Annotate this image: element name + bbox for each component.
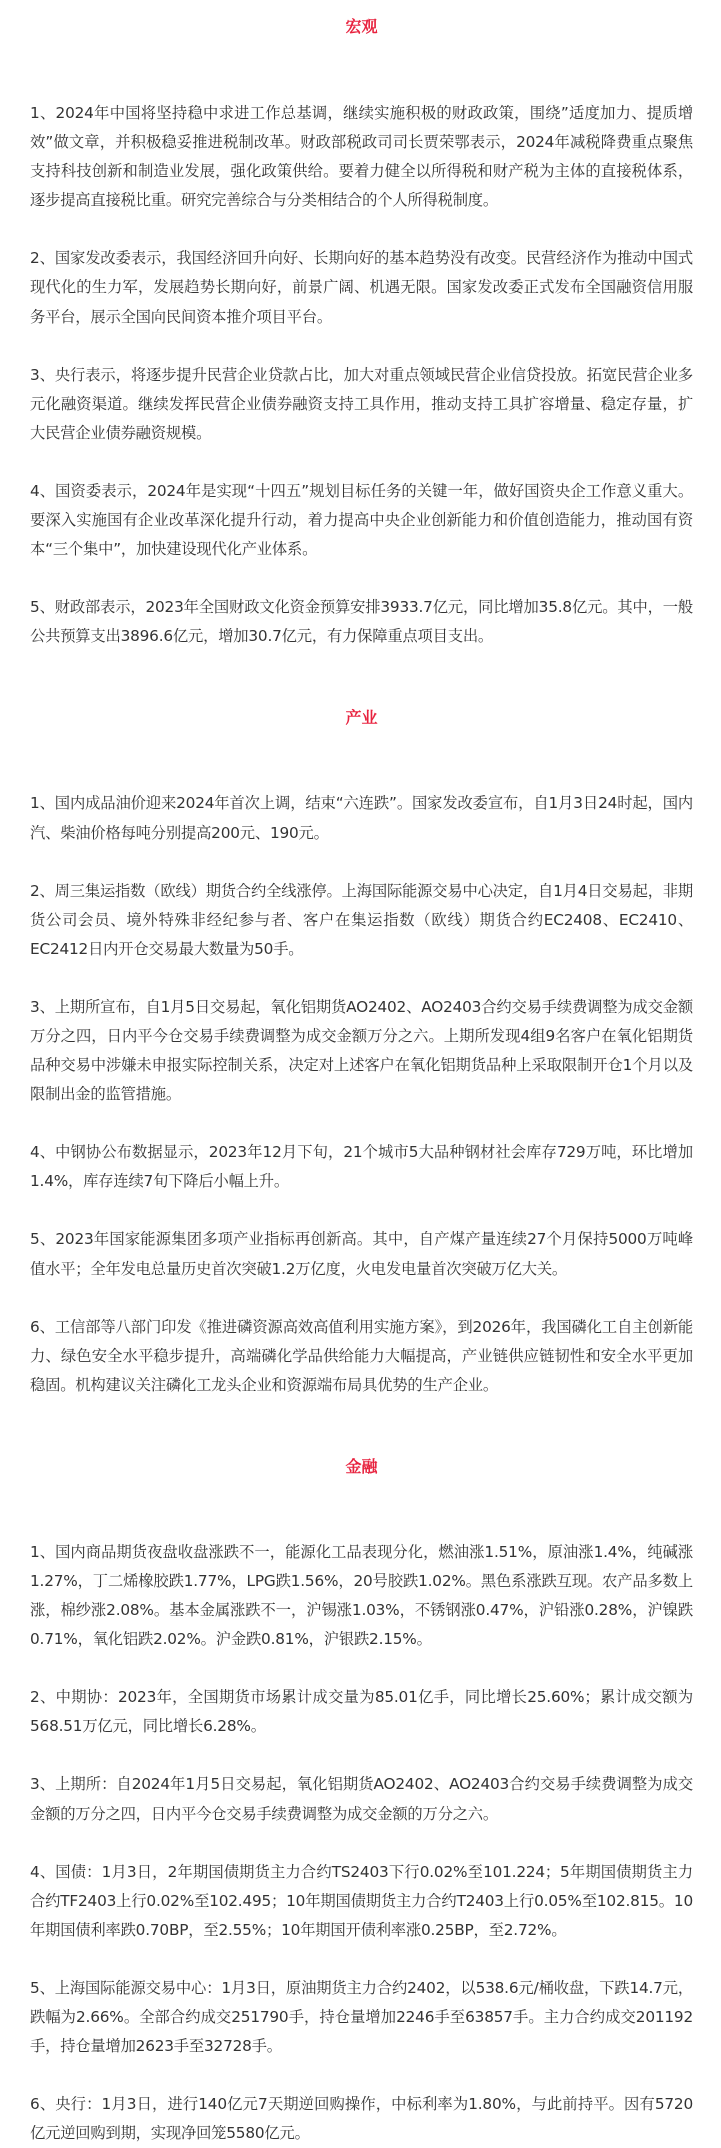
news-item: 3、央行表示，将逐步提升民营企业贷款占比，加大对重点领域民营企业信贷投放。拓宽民营企业多元化融资渠道。继续发挥民营企业债券融资支持工具作用，推动支持工具扩容增量、稳定存量，扩大民营企业债券融资规模。 — [30, 365, 693, 442]
news-item: 4、国债：1月3日，2年期国债期货主力合约TS2403下行0.02%至101.224；5年期国债期货主力合约TF2403上行0.02%至102.495；10年期国债期货主力合约T2403上行0.05%至102.815。10年期国债利率跌0.70BP，至2.55%；10年期国开债利率涨0.25BP，至2.72%。 — [30, 1862, 693, 1939]
news-item: 5、2023年国家能源集团多项产业指标再创新高。其中，自产煤产量连续27个月保持5000万吨峰值水平；全年发电总量历史首次突破1.2万亿度，火电发电量首次突破万亿大关。 — [30, 1230, 693, 1278]
news-item: 2、中期协：2023年，全国期货市场累计成交量为85.01亿手，同比增长25.60%；累计成交额为568.51万亿元，同比增长6.28%。 — [30, 1688, 693, 1736]
news-item: 5、上海国际能源交易中心：1月3日，原油期货主力合约2402，以538.6元/桶收盘，下跌14.7元，跌幅为2.66%。全部合约成交251790手，持仓量增加2246手至63857手。主力合约成交201192手，持仓量增加2623手至32728手。 — [30, 1978, 693, 2056]
news-item: 4、中钢协公布数据显示，2023年12月下旬，21个城市5大品种钢材社会库存729万吨，环比增加1.4%，库存连续7旬下降后小幅上升。 — [30, 1143, 693, 1191]
news-item: 6、央行：1月3日，进行140亿元7天期逆回购操作，中标利率为1.80%，与此前持平。因有5720亿元逆回购到期，实现净回笼5580亿元。 — [30, 2095, 693, 2143]
news-item: 3、上期所：自2024年1月5日交易起，氧化铝期货AO2402、AO2403合约交易手续费调整为成交金额的万分之四，日内平今仓交易手续费调整为成交金额的万分之六。 — [30, 1775, 693, 1823]
section-macro — [30, 99, 693, 651]
section-heading-industry: 产业 — [345, 708, 378, 728]
section-industry — [30, 789, 693, 1400]
news-item: 6、工信部等八部门印发《推进磷资源高效高值利用实施方案》，到2026年，我国磷化工自主创新能力、绿色安全水平稳步提升，高端磷化学品供给能力大幅提高，产业链供应链韧性和安全水平更加稳固。机构建议关注磷化工龙头企业和资源端布局具优势的生产企业。 — [30, 1317, 693, 1394]
article-body — [0, 12, 721, 2148]
news-item: 5、财政部表示，2023年全国财政文化资金预算安排3933.7亿元，同比增加35.8亿元。其中，一般公共预算支出3896.6亿元，增加30.7亿元，有力保障重点项目支出。 — [30, 598, 693, 646]
news-item: 2、国家发改委表示，我国经济回升向好、长期向好的基本趋势没有改变。民营经济作为推动中国式现代化的生力军，发展趋势长期向好，前景广阔、机遇无限。国家发改委正式发布全国融资信用服务平台，展示全国向民间资本推介项目平台。 — [30, 249, 693, 326]
section-heading-finance: 金融 — [345, 1456, 378, 1476]
news-item: 1、国内商品期货夜盘收盘涨跌不一，能源化工品表现分化，燃油涨1.51%，原油涨1.4%，纯碱涨1.27%，丁二烯橡胶跌1.77%，LPG跌1.56%，20号胶跌1.02%。黑色系涨跌互现。农产品多数上涨，棉纱涨2.08%。基本金属涨跌不一，沪锡涨1.03%，不锈钢涨0.47%，沪铅涨0.28%，沪镍跌0.71%，氧化铝跌2.02%。沪金跌0.81%，沪银跌2.15%。 — [30, 1542, 693, 1649]
news-item: 1、国内成品油价迎来2024年首次上调，结束“六连跌”。国家发改委宣布，自1月3日24时起，国内汽、柴油价格每吨分别提高200元、190元。 — [30, 794, 693, 842]
news-item: 4、国资委表示，2024年是实现“十四五”规划目标任务的关键一年，做好国资央企工作意义重大。要深入实施国有企业改革深化提升行动，着力提高中央企业创新能力和价值创造能力，推动国有资本“三个集中”，加快建设现代化产业体系。 — [30, 481, 693, 559]
section-finance — [30, 1538, 693, 2148]
news-item: 1、2024年中国将坚持稳中求进工作总基调，继续实施积极的财政政策，围绕”适度加力、提质增效”做文章，并积极稳妥推进税制改革。财政部税政司司长贾荣鄂表示，2024年减税降费重点聚焦支持科技创新和制造业发展，强化政策供给。要着力健全以所得税和财产税为主体的直接税体系，逐步提高直接税比重。研究完善综合与分类相结合的个人所得税制度。 — [30, 104, 693, 210]
section-heading-macro: 宏观 — [345, 17, 378, 36]
news-item: 3、上期所宣布，自1月5日交易起，氧化铝期货AO2402、AO2403合约交易手续费调整为成交金额万分之四，日内平今仓交易手续费调整为成交金额万分之六。上期所发现4组9名客户在氧化铝期货品种交易中涉嫌未申报实际控制关系，决定对上述客户在氧化铝期货品种上采取限制开仓1个月以及限制出金的监管措施。 — [30, 997, 693, 1104]
news-item: 2、周三集运指数（欧线）期货合约全线涨停。上海国际能源交易中心决定，自1月4日交易起，非期货公司会员、境外特殊非经纪参与者、客户在集运指数（欧线）期货合约EC2408、EC2410、EC2412日内开仓交易最大数量为50手。 — [30, 881, 693, 958]
